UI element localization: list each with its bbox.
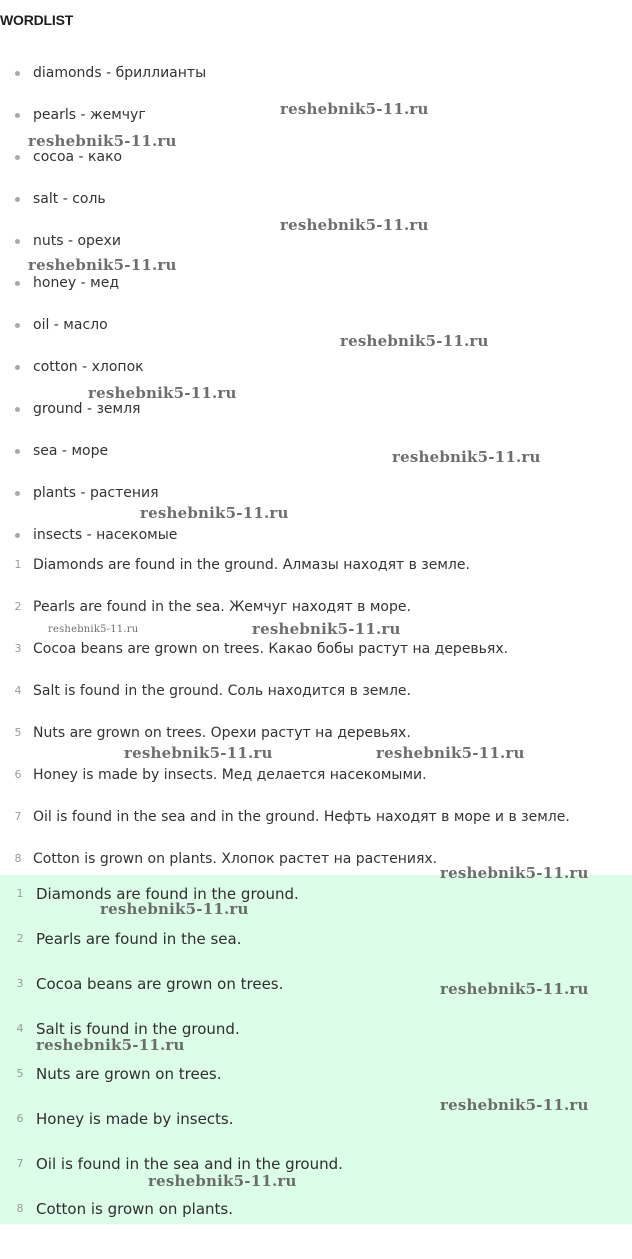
- sentence-text: Oil is found in the sea and in the ground. Нефть находят в море и в земле.: [33, 809, 570, 825]
- answer-list: [0, 875, 632, 1235]
- row-number: 8: [16, 1202, 24, 1215]
- list-item-text: cotton - хлопок: [33, 359, 144, 375]
- answer-row: [0, 1190, 632, 1235]
- bullet-icon: [15, 533, 20, 538]
- page-title: WORDLIST: [0, 12, 74, 28]
- watermark: reshebnik5-11.ru: [440, 980, 589, 998]
- sentence-text: Pearls are found in the sea. Жемчуг находят в море.: [33, 599, 411, 615]
- row-number: 3: [16, 977, 24, 990]
- row-number: 6: [14, 768, 22, 781]
- answer-text: Pearls are found in the sea.: [36, 930, 242, 948]
- answer-text: Honey is made by insects.: [36, 1110, 234, 1128]
- row-number: 5: [16, 1067, 24, 1080]
- answer-text: Cotton is grown on plants.: [36, 1200, 233, 1218]
- watermark: reshebnik5-11.ru: [88, 384, 237, 402]
- list-item: [0, 346, 632, 388]
- bullet-icon: [15, 491, 20, 496]
- list-item-text: sea - море: [33, 443, 109, 459]
- list-item-text: pearls - жемчуг: [33, 107, 146, 123]
- sentence-text: Cotton is grown on plants. Хлопок растет на растениях.: [33, 851, 438, 867]
- row-number: 6: [16, 1112, 24, 1125]
- watermark: reshebnik5-11.ru: [340, 332, 489, 350]
- bullet-icon: [15, 113, 20, 118]
- answer-text: Diamonds are found in the ground.: [36, 885, 299, 903]
- bullet-icon: [15, 239, 20, 244]
- sentence-text: Honey is made by insects. Мед делается насекомыми.: [33, 767, 427, 783]
- list-item-text: oil - масло: [33, 317, 108, 333]
- bullet-icon: [15, 323, 20, 328]
- list-item: [0, 472, 632, 514]
- row-number: 1: [16, 887, 24, 900]
- row-number: 4: [16, 1022, 24, 1035]
- sentence-row: [0, 754, 632, 796]
- row-number: 1: [14, 558, 22, 571]
- list-item-text: cocoa - како: [33, 149, 123, 165]
- bullet-icon: [15, 197, 20, 202]
- list-item: [0, 52, 632, 94]
- row-number: 2: [14, 600, 22, 613]
- bullet-icon: [15, 155, 20, 160]
- list-item-text: ground - земля: [33, 401, 141, 417]
- watermark: reshebnik5-11.ru: [440, 1096, 589, 1114]
- watermark: reshebnik5-11.ru: [28, 132, 177, 150]
- list-item-text: salt - соль: [33, 191, 106, 207]
- sentence-text: Nuts are grown on trees. Орехи растут на деревьях.: [33, 725, 411, 741]
- list-item-text: nuts - орехи: [33, 233, 121, 249]
- list-item: [0, 304, 632, 346]
- answer-row: [0, 920, 632, 965]
- watermark: reshebnik5-11.ru: [280, 100, 429, 118]
- list-item-text: honey - мед: [33, 275, 120, 291]
- bullet-icon: [15, 365, 20, 370]
- sentence-row: [0, 796, 632, 838]
- bullet-icon: [15, 449, 20, 454]
- watermark: reshebnik5-11.ru: [124, 744, 273, 762]
- sentence-text: Diamonds are found in the ground. Алмазы находят в земле.: [33, 557, 470, 573]
- watermark: reshebnik5-11.ru: [280, 216, 429, 234]
- list-item-text: diamonds - бриллианты: [33, 65, 207, 81]
- watermark: reshebnik5-11.ru: [148, 1172, 297, 1190]
- answer-text: Salt is found in the ground.: [36, 1020, 240, 1038]
- answer-row: [0, 1145, 632, 1190]
- row-number: 2: [16, 932, 24, 945]
- row-number: 7: [14, 810, 22, 823]
- bullet-icon: [15, 281, 20, 286]
- row-number: 4: [14, 684, 22, 697]
- sentence-row: [0, 712, 632, 754]
- row-number: 8: [14, 852, 22, 865]
- bullet-icon: [15, 71, 20, 76]
- answer-text: Nuts are grown on trees.: [36, 1065, 222, 1083]
- sentence-row: [0, 670, 632, 712]
- watermark: reshebnik5-11.ru: [28, 256, 177, 274]
- wordlist: [0, 52, 632, 556]
- row-number: 3: [14, 642, 22, 655]
- watermark: reshebnik5-11.ru: [36, 1036, 185, 1054]
- answer-text: Oil is found in the sea and in the ground.: [36, 1155, 343, 1173]
- watermark: reshebnik5-11.ru: [440, 864, 589, 882]
- sentence-row: [0, 544, 632, 586]
- row-number: 5: [14, 726, 22, 739]
- watermark: reshebnik5-11.ru: [140, 504, 289, 522]
- watermark: reshebnik5-11.ru: [100, 900, 249, 918]
- watermark: reshebnik5-11.ru: [48, 624, 139, 635]
- row-number: 7: [16, 1157, 24, 1170]
- list-item: [0, 178, 632, 220]
- list-item-text: insects - насекомые: [33, 527, 178, 543]
- sentence-list: [0, 544, 632, 880]
- answer-row: [0, 1055, 632, 1100]
- watermark: reshebnik5-11.ru: [376, 744, 525, 762]
- answer-text: Cocoa beans are grown on trees.: [36, 975, 284, 993]
- sentence-text: Cocoa beans are grown on trees. Какао бобы растут на деревьях.: [33, 641, 509, 657]
- list-item-text: plants - растения: [33, 485, 159, 501]
- sentence-text: Salt is found in the ground. Соль находится в земле.: [33, 683, 411, 699]
- watermark: reshebnik5-11.ru: [252, 620, 401, 638]
- bullet-icon: [15, 407, 20, 412]
- watermark: reshebnik5-11.ru: [392, 448, 541, 466]
